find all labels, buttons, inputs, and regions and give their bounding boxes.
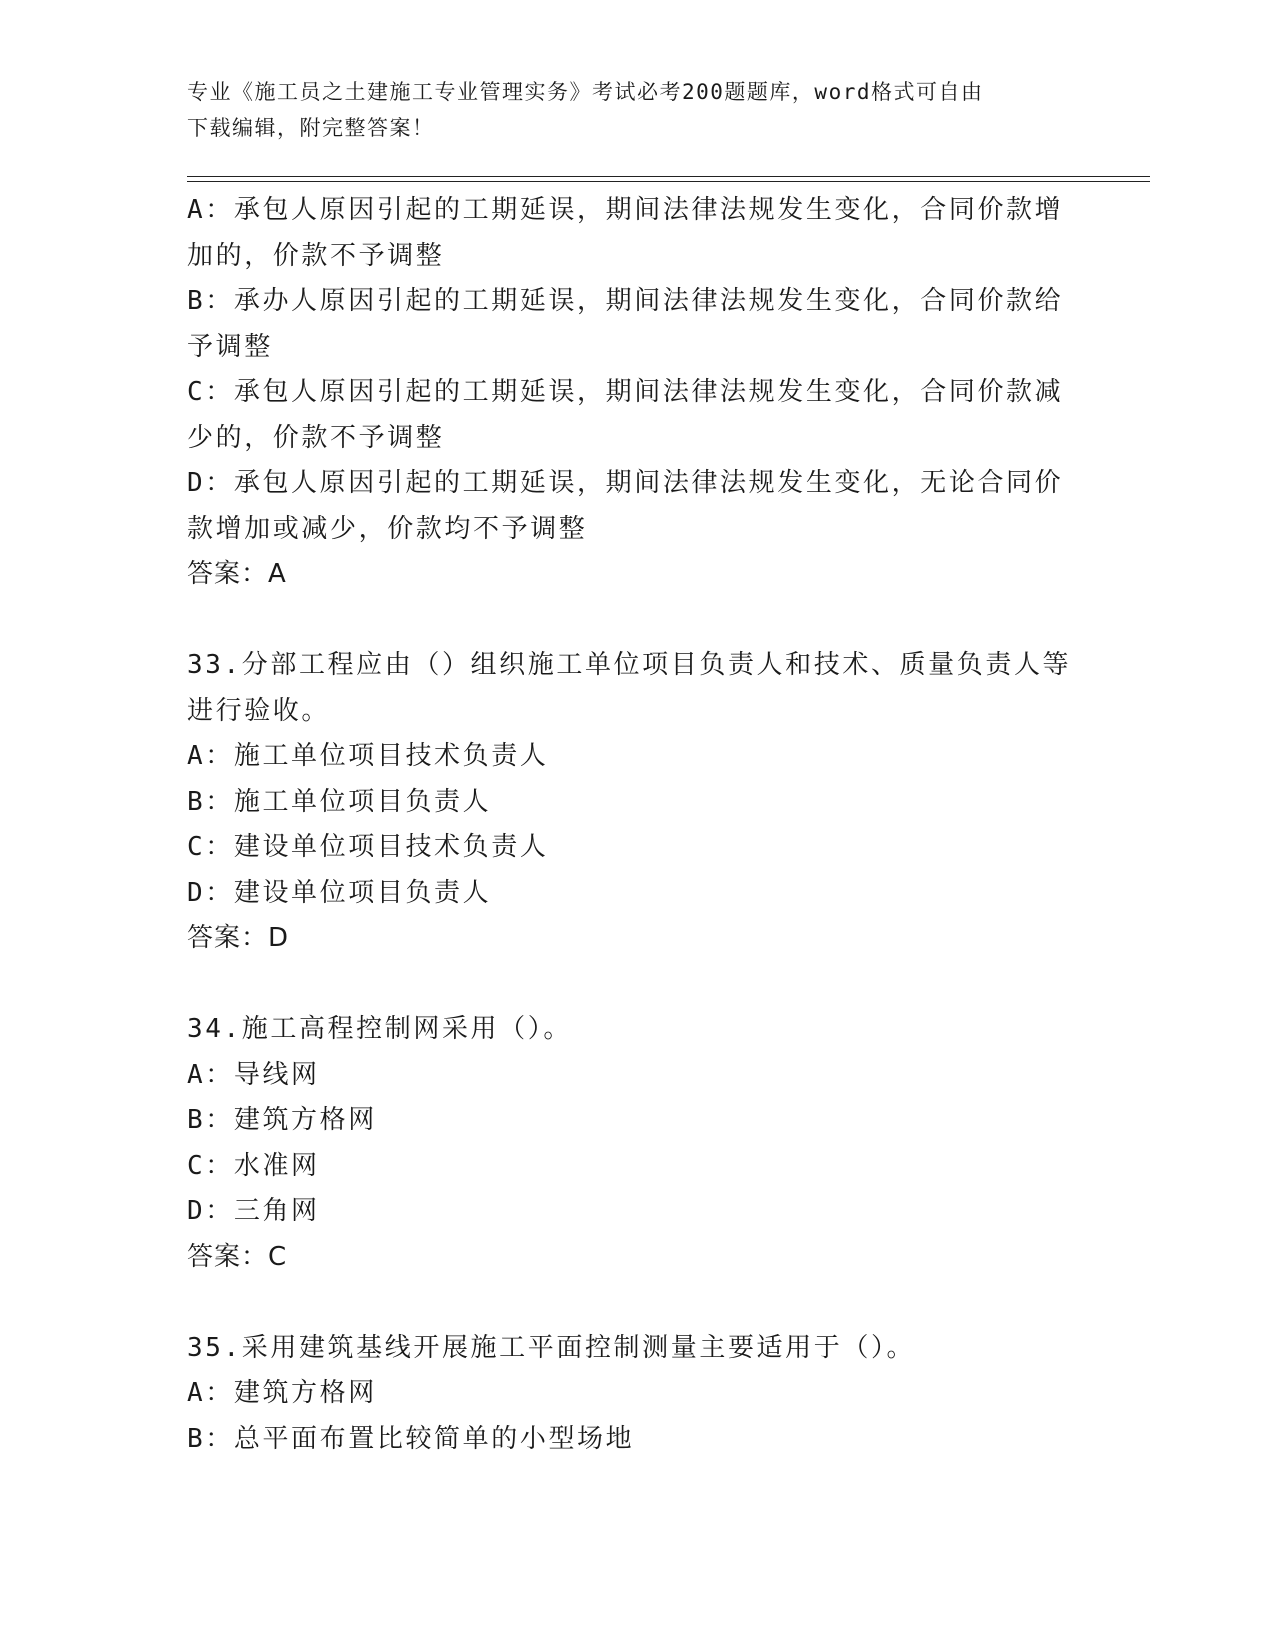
q33-option-c: C：建设单位项目技术负责人 — [187, 832, 549, 862]
question-list — [187, 188, 1087, 1462]
header-title-line-1: 专业《施工员之土建施工专业管理实务》考试必考200题题库，word格式可自由 — [187, 80, 984, 104]
q32-option-b-line-2: 予调整 — [187, 331, 273, 362]
q34-option-a: A：导线网 — [187, 1059, 320, 1090]
q35-option-a: A：建筑方格网 — [187, 1378, 377, 1408]
q32-option-d-line-1: D：承包人原因引起的工期延误，期间法律法规发生变化，无论合同价 — [187, 468, 1064, 498]
q33-question-line-2: 进行验收。 — [187, 695, 331, 726]
q32-option-a-line-1: A：承包人原因引起的工期延误，期间法律法规发生变化，合同价款增 — [187, 195, 1064, 225]
header-divider-bottom — [187, 181, 1150, 182]
q32-option-d-line-2: 款增加或减少，价款均不予调整 — [187, 513, 588, 544]
header-divider-top — [187, 176, 1150, 177]
q34-answer: 答案：C — [187, 1241, 288, 1272]
header-title-line-2: 下载编辑，附完整答案！ — [187, 116, 435, 140]
q34-option-c: C：水准网 — [187, 1150, 320, 1181]
q33-answer: 答案：D — [187, 923, 290, 953]
question-33-block — [187, 643, 1087, 962]
spacer — [187, 598, 1087, 644]
q33-question-line-1: 33.分部工程应由（）组织施工单位项目负责人和技术、质量负责人等 — [187, 650, 1072, 680]
q32-option-b-line-1: B：承办人原因引起的工期延误，期间法律法规发生变化，合同价款给 — [187, 286, 1064, 316]
q32-answer: 答案：A — [187, 559, 287, 589]
q33-option-a: A：施工单位项目技术负责人 — [187, 741, 549, 771]
question-32-block — [187, 188, 1087, 598]
question-34-block — [187, 1007, 1087, 1280]
q33-option-d: D：建设单位项目负责人 — [187, 877, 492, 908]
q34-option-b: B：建筑方格网 — [187, 1105, 377, 1135]
q34-question: 34.施工高程控制网采用（）。 — [187, 1014, 572, 1044]
q33-option-b: B：施工单位项目负责人 — [187, 786, 492, 817]
q34-option-d: D：三角网 — [187, 1196, 320, 1226]
q32-option-a-line-2: 加的，价款不予调整 — [187, 240, 445, 271]
q32-option-c-line-2: 少的，价款不予调整 — [187, 422, 445, 453]
q35-option-b: B：总平面布置比较简单的小型场地 — [187, 1423, 635, 1454]
q35-question: 35.采用建筑基线开展施工平面控制测量主要适用于（）。 — [187, 1332, 916, 1363]
document-header — [187, 74, 1067, 146]
question-35-block — [187, 1326, 1087, 1463]
spacer — [187, 1280, 1087, 1326]
q32-option-c-line-1: C：承包人原因引起的工期延误，期间法律法规发生变化，合同价款减 — [187, 377, 1064, 407]
spacer — [187, 962, 1087, 1008]
